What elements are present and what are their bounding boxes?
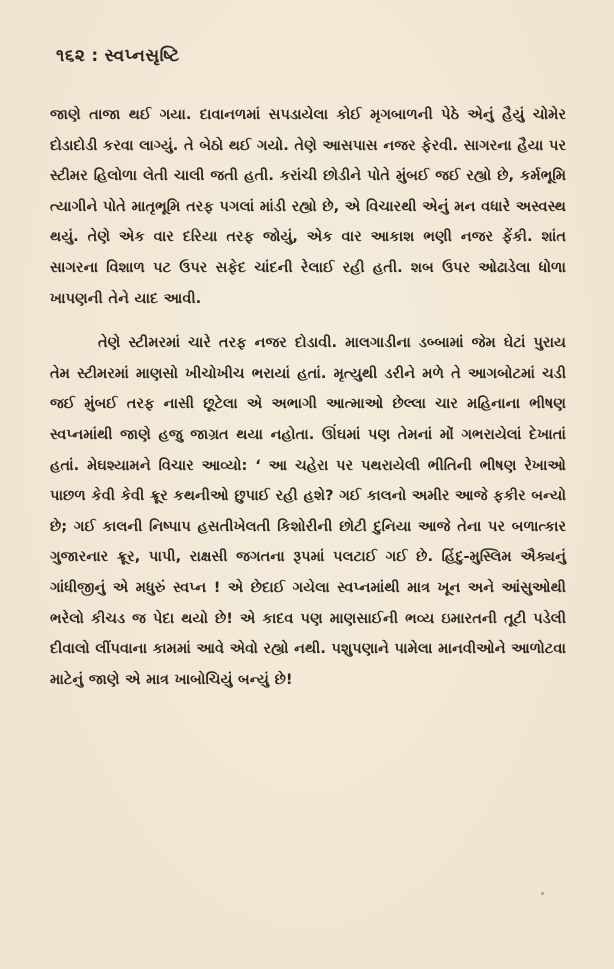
- paper-speck: [541, 892, 544, 895]
- paragraph: તેણે સ્ટીમરમાં ચારે તરફ નજર દોડાવી. માલગાડીના ડબ્બામાં જેમ ઘેટાં પુરાય તેમ સ્ટીમરમાં માણસો ખીચોખીચ ભરાયાં હતાં. મૃત્યુથી ડરીને મળે તે આગબોટમાં ચડી જઈ મુંબઈ તરફ નાસી છૂટેલા એ અભાગી આત્માઓ છેલ્લા ચાર મહિનાના ભીષણ સ્વપ્નમાંથી જાણે હજુ જાગ્રત થયા નહોતા. ઊંઘમાં પણ તેમનાં મોં ગભરાયેલાં દેખાતાં હતાં. મેઘશ્યામને વિચાર આવ્યો: ‘ આ ચહેરા પર પથરાયેલી ભીતિની ભીષણ રેખાઓ પાછળ કેવી કેવી ક્રૂર કથનીઓ છુપાઈ રહી હશે? ગઈ કાલનો અમીર આજે ફકીર બન્યો છે; ગઈ કાલની નિષ્પાપ હસતીખેલતી કિશોરીની છોટી દુનિયા આજે તેના પર બળાત્કાર ગુજારનાર ક્રૂર, પાપી, રાક્ષસી જગતના રૂપમાં પલટાઈ ગઈ છે. હિંદુ-મુસ્લિમ ઐક્યનું ગાંધીજીનું એ મધુરું સ્વપ્ન ! એ છેદાઈ ગયેલા સ્વપ્નમાંથી માત્ર ખૂન અને આંસુઓથી ભરેલો કીચડ જ પેદા થયો છે! એ કાદવ પણ માણસાઈની ભવ્ય ઇમારતની તૂટી પડેલી દીવાલો લીંપવાના કામમાં આવે એવો રહ્યો નથી. પશુપણાને પામેલા માનવીઓને આળોટવા માટેનું જાણે એ માત્ર ખાબોચિયું બન્યું છે!: [50, 334, 566, 688]
- running-head-separator: :: [91, 46, 99, 66]
- page-number: ૧૬૨: [56, 46, 86, 66]
- chapter-title: સ્વપ્નસૃષ્ટિ: [104, 46, 180, 66]
- paragraph: જાણે તાજા થઈ ગયા. દાવાનળમાં સપડાયેલા કોઈ મૃગબાળની પેઠે એનું હૈયું ચોમેર દોડાદોડી કરવા લાગ્યું. તે બેઠો થઈ ગયો. તેણે આસપાસ નજર ફેરવી. સાગરના હૈયા પર સ્ટીમર હિલોળા લેતી ચાલી જતી હતી. કરાંચી છોડીને પોતે મુંબઈ જઈ રહ્યો છે, કર્મભૂમિ ત્યાગીને પોતે માતૃભૂમિ તરફ પગલાં માંડી રહ્યો છે, એ વિચારથી એનું મન વધારે અસ્વસ્થ થયું. તેણે એક વાર દરિયા તરફ જોયું, એક વાર આકાશ ભણી નજર ફેંકી. શાંત સાગરના વિશાળ પટ ઉપર સફેદ ચાંદની રેલાઈ રહી હતી. શબ ઉપર ઓઢાડેલા ધોળા ખાપણની તેને યાદ આવી.: [50, 106, 566, 307]
- body-text: [50, 100, 566, 695]
- running-head: [56, 46, 566, 66]
